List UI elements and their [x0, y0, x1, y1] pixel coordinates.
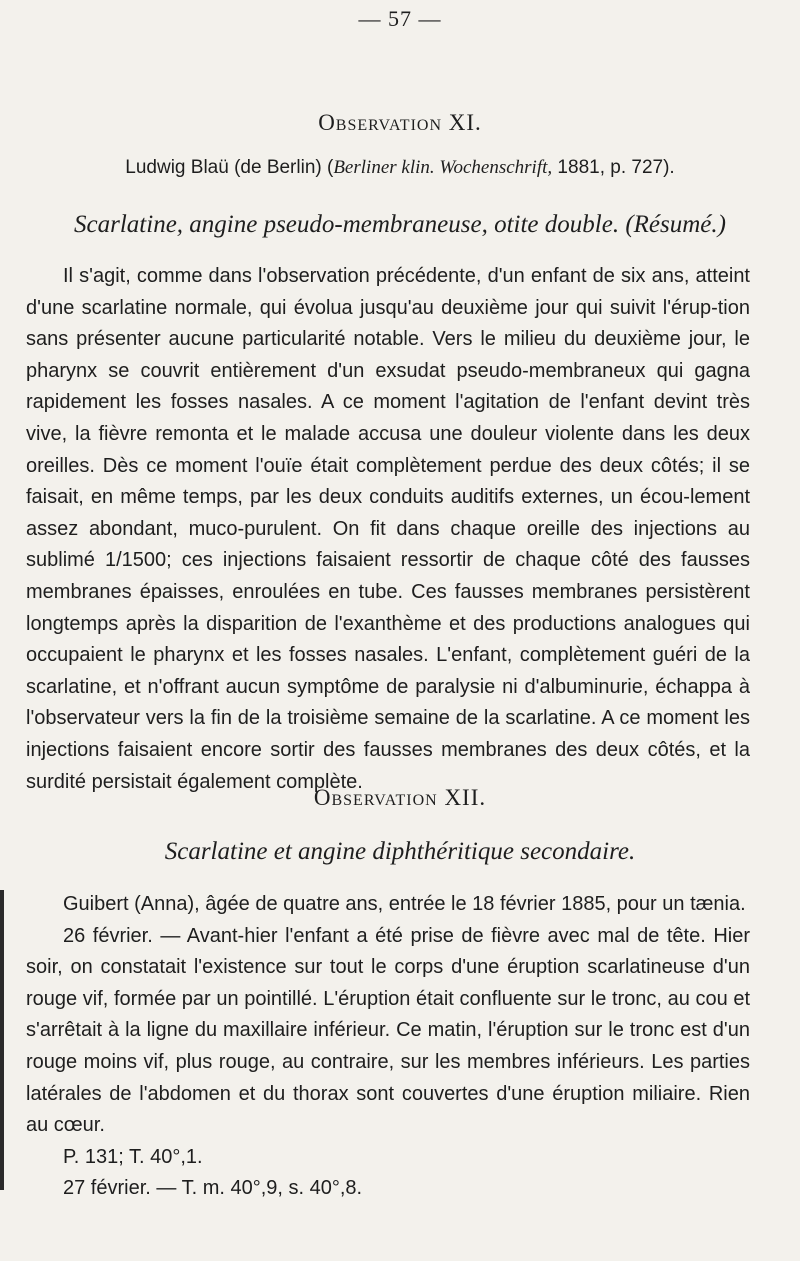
- observation-xii-paragraph-2: 26 février. — Avant-hier l'enfant a été prise de fièvre avec mal de tête. Hier soir, on constatait l'existence sur tout le corps d'une éruption scarlatineuse d'un rouge vif, formée par un pointillé. L'éruption était confluente sur le tronc, au cou et s'arrêtait à la ligne du maxillaire inférieur. Ce matin, l'éruption sur le tronc est d'un rouge moins vif, plus rouge, au contraire, sur les membres inférieurs. Les parties latérales de l'abdomen et du thorax sont couvertes d'une éruption miliaire. Rien au cœur.: [26, 924, 750, 1137]
- reference-details: 1881, p. 727).: [552, 157, 675, 178]
- observation-xii-paragraph-4: 27 février. — T. m. 40°,9, s. 40°,8.: [63, 1177, 363, 1200]
- observation-xii-paragraph-1: Guibert (Anna), âgée de quatre ans, entrée le 18 février 1885, pour un tænia.: [63, 893, 746, 915]
- reference-journal: Berliner klin. Wochenschrift,: [333, 157, 553, 178]
- observation-xi-body: [26, 261, 750, 798]
- page-number: — 57 —: [358, 6, 442, 31]
- reference-author: Ludwig Blaü (de Berlin) (: [125, 157, 334, 178]
- observation-xii-title: Scarlatine et angine diphthéritique secondaire.: [164, 838, 636, 865]
- observation-xi-reference: [0, 157, 800, 179]
- observation-xii-heading: Observation XII.: [313, 785, 487, 810]
- observation-xii-paragraph-3: P. 131; T. 40°,1.: [63, 1145, 203, 1168]
- observation-xi-title: Scarlatine, angine pseudo-membraneuse, otite double. (Résumé.): [74, 211, 726, 238]
- scan-edge-shadow: [0, 890, 4, 1190]
- observation-xii-body: [26, 889, 750, 1205]
- observation-xi-heading: Observation XI.: [318, 110, 482, 135]
- observation-xi-paragraph: Il s'agit, comme dans l'observation précédente, d'un enfant de six ans, atteint d'une scarlatine normale, qui évolua jusqu'au deuxième jour qui suivit l'érup-tion sans présenter aucune particularité notable. Vers le milieu du deuxième jour, le pharynx se couvrit entièrement d'un exsudat pseudo-membraneux qui gagna rapidement les fosses nasales. A ce moment l'agitation de l'enfant devint très vive, la fièvre remonta et le malade accusa une douleur violente dans les deux oreilles. Dès ce moment l'ouïe était complètement perdue des deux côtés; il se faisait, en même temps, par les deux conduits auditifs externes, un écou-lement assez abondant, muco-purulent. On fit dans chaque oreille des injections au sublimé 1/1500; ces injections faisaient ressortir de chaque côté des fausses membranes épaisses, enroulées en tube. Ces fausses membranes persistèrent longtemps après la disparition de l'exanthème et des productions analogues qui occupaient le pharynx et les fosses nasales. L'enfant, complètement guéri de la scarlatine, et n'offrant aucun symptôme de paralysie ni d'albuminurie, échappa à l'observateur vers la fin de la troisième semaine de la scarlatine. A ce moment les injections faisaient encore sortir des fausses membranes des deux côtés, et la surdité persistait également complète.: [26, 265, 750, 793]
